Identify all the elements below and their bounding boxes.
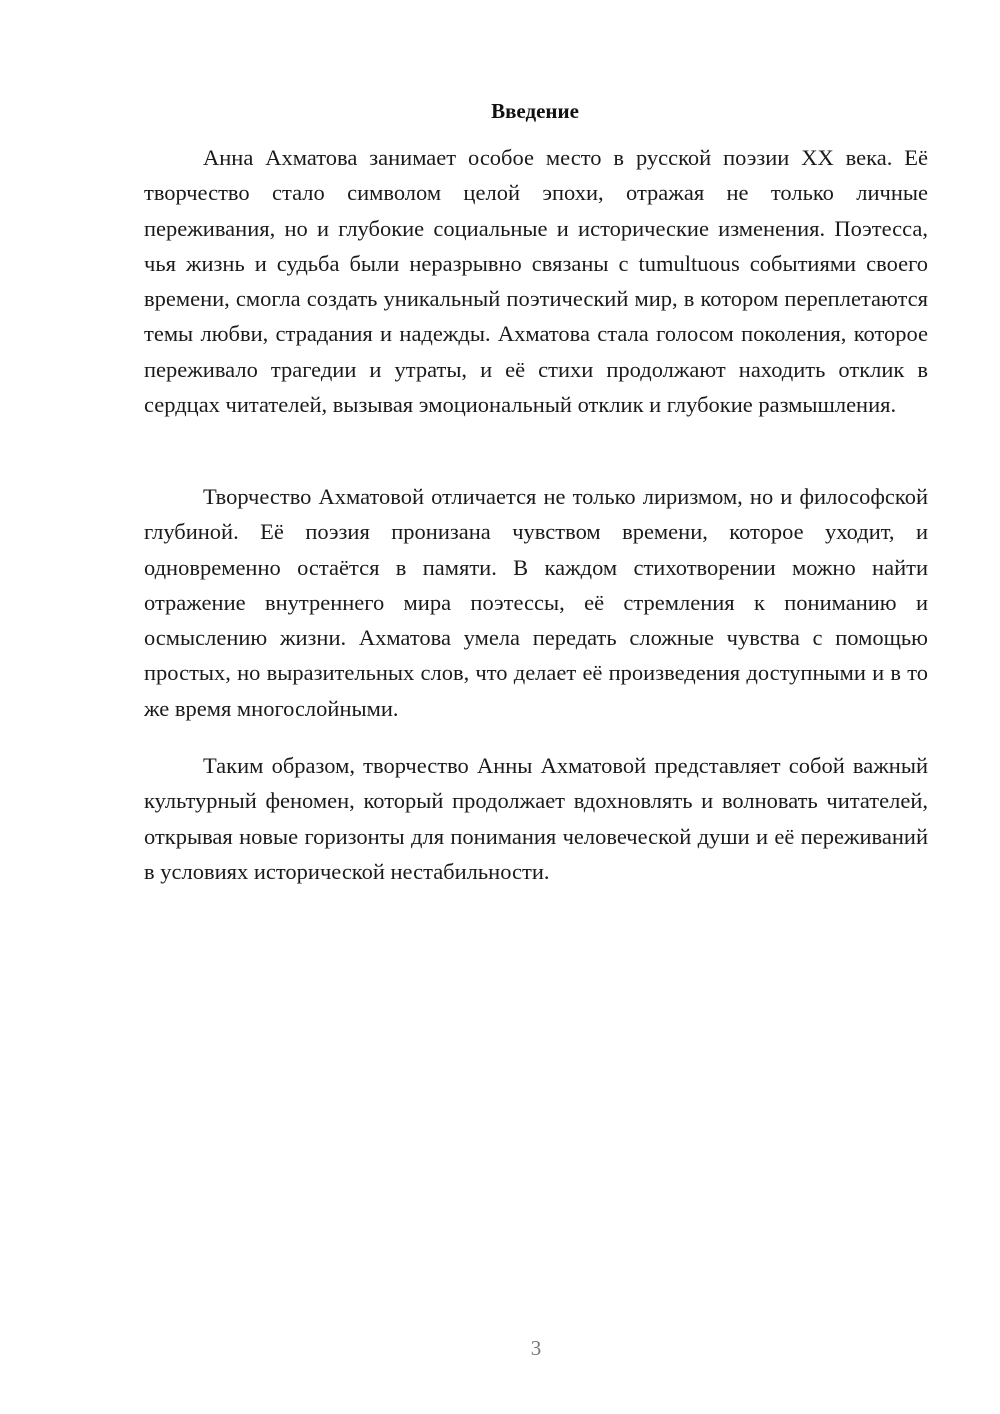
paragraph-1: Анна Ахматова занимает особое место в русской поэзии XX века. Её творчество стало символом целой эпохи, отражая не только личные переживания, но и глубокие социальные и исторические изменения. Поэтесса, чья жизнь и судьба были неразрывно связаны с tumultuous событиями своего времени, смогла создать уникальный поэтический мир, в котором переплетаются темы любви, страдания и надежды. Ахматова стала голосом поколения, которое переживало трагедии и утраты, и её стихи продолжают находить отклик в сердцах читателей, вызывая эмоциональный отклик и глубокие размышления.	[144, 145, 928, 418]
section-title: Введение	[491, 99, 579, 123]
paragraph-3: Таким образом, творчество Анны Ахматовой представляет собой важный культурный феномен, который продолжает вдохновлять и волновать читателей, открывая новые горизонты для понимания человеческой души и её переживаний в условиях исторической нестабильности.	[144, 753, 928, 884]
page-number: 3	[530, 1336, 542, 1360]
paragraph-2: Творчество Ахматовой отличается не только лиризмом, но и философской глубиной. Её поэзия пронизана чувством времени, которое уходит, и одновременно остаётся в памяти. В каждом стихотворении можно найти отражение внутреннего мира поэтессы, её стремления к пониманию и осмыслению жизни. Ахматова умела передать сложные чувства с помощью простых, но выразительных слов, что делает её произведения доступными и в то же время многослойными.	[144, 484, 928, 721]
